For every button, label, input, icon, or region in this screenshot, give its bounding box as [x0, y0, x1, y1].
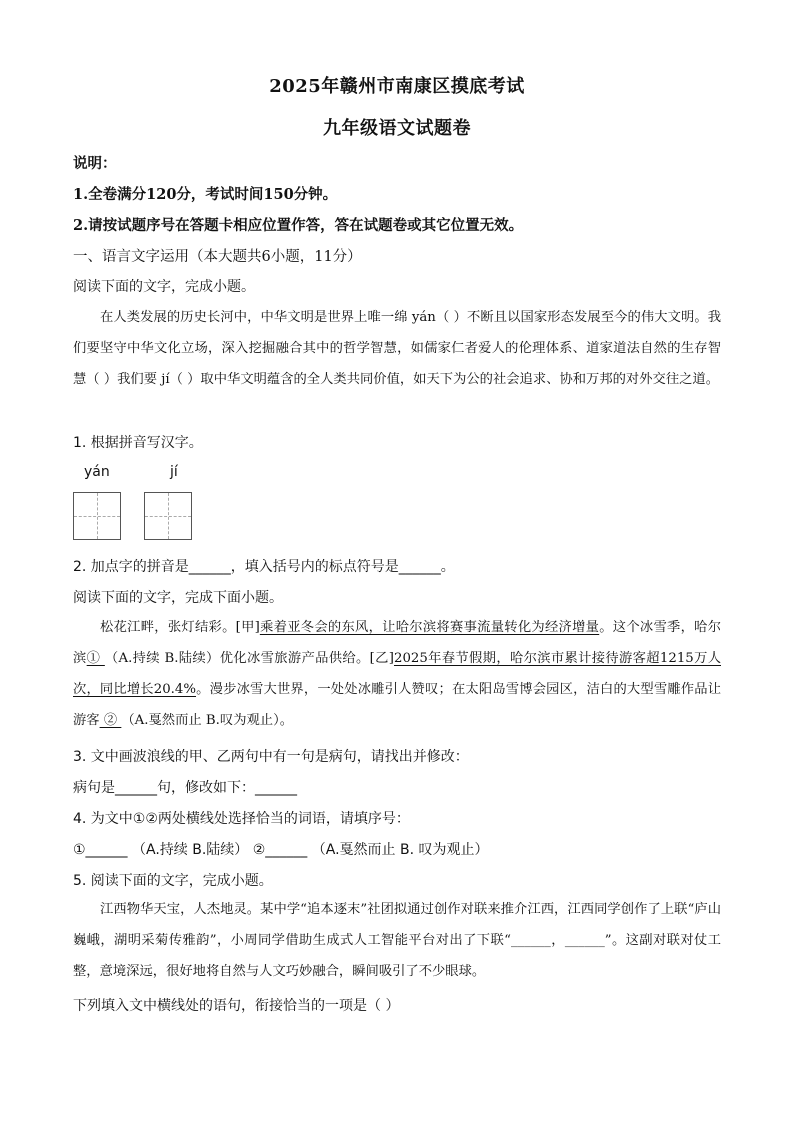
pinyin-label: yán — [84, 464, 110, 480]
instructions-label: 说明： — [73, 155, 117, 172]
passage-civilization: 在人类发展的历史长河中，中华文明是世界上唯一绵 yán（ ）不断且以国家形态发展至今的伟大文明。我们要坚守中华文化立场，深入挖掘融合其中的哲学智慧，如儒家仁者爱人的伦理体系、道家道法自然的生存智慧（ ）我们要 jí（ ）取中华文明蕴含的全人类共同价值，如天下为公的社会追求、协和万邦的对外交往之道。 — [73, 310, 721, 387]
reading-intro: 阅读下面的文字，完成小题。 — [73, 279, 255, 295]
question-5-prompt: 下列填入文中横线处的语句，衔接恰当的一项是（ ） — [73, 998, 400, 1014]
question-4: 4. 为文中①②两处横线处选择恰当的词语，请填序号： — [73, 811, 410, 827]
question-3-answer: 病句是______句，修改如下：______ — [73, 780, 297, 796]
sentence-jia: 乘着亚冬会的东风，让哈尔滨将赛事流量转化为经济增量 — [259, 620, 600, 635]
reading-intro: 阅读下面的文字，完成下面小题。 — [73, 590, 283, 606]
answer-grid-box[interactable] — [73, 492, 121, 540]
question-2: 2. 加点字的拼音是______，填入括号内的标点符号是______。 — [73, 559, 455, 575]
question-5: 5. 阅读下面的文字，完成小题。 — [73, 873, 273, 889]
section-heading: 一、语言文字运用（本大题共6小题，11分） — [73, 249, 362, 265]
pinyin-label: jí — [170, 464, 178, 480]
exam-title: 2025年赣州市南康区摸底考试 — [269, 76, 525, 97]
question-1: 1. 根据拼音写汉字。 — [73, 435, 203, 451]
question-3: 3. 文中画波浪线的甲、乙两句中有一句是病句，请找出并修改： — [73, 749, 469, 765]
blank-2: ② — [99, 713, 122, 728]
blank-1: ① — [86, 651, 105, 666]
sentence-yi: 2025年春节假期，哈尔滨市累计接待游客超1215万人次，同比增长20.4% — [73, 651, 721, 697]
question-4-answer: ①______ （A.持续 B.陆续） ②______ （A.戛然而止 B. 叹为观止） — [73, 842, 489, 858]
passage-couplet: 江西物华天宝，人杰地灵。某中学“追本逐末”社团拟通过创作对联来推介江西，江西同学创作了上联“庐山巍峨，湖明采菊传雅韵”，小周同学借助生成式人工智能平台对出了下联“______，______”。这副对联对仗工整，意境深远，很好地将自然与人文巧妙融合，瞬间吸引了不少眼球。 — [73, 902, 721, 979]
instruction-item: 2.请按试题序号在答题卡相应位置作答，答在试题卷或其它位置无效。 — [73, 217, 524, 234]
answer-grid-box[interactable] — [144, 492, 192, 540]
instruction-item: 1.全卷满分120分，考试时间150分钟。 — [73, 186, 338, 203]
passage-harbin: 松花江畔，张灯结彩。[甲]乘着亚冬会的东风，让哈尔滨将赛事流量转化为经济增量。这个冰雪季，哈尔滨① （A.持续 B.陆续）优化冰雪旅游产品供给。[乙]2025年春节假期，哈尔滨市累计接待游客超1215万人次，同比增长20.4%。漫步冰雪大世界，一处处冰雕引人赞叹；在太阳岛雪博会园区，洁白的大型雪雕作品让游客 ② （A.戛然而止 B.叹为观止）。 — [73, 620, 722, 728]
exam-subtitle: 九年级语文试题卷 — [323, 118, 471, 139]
